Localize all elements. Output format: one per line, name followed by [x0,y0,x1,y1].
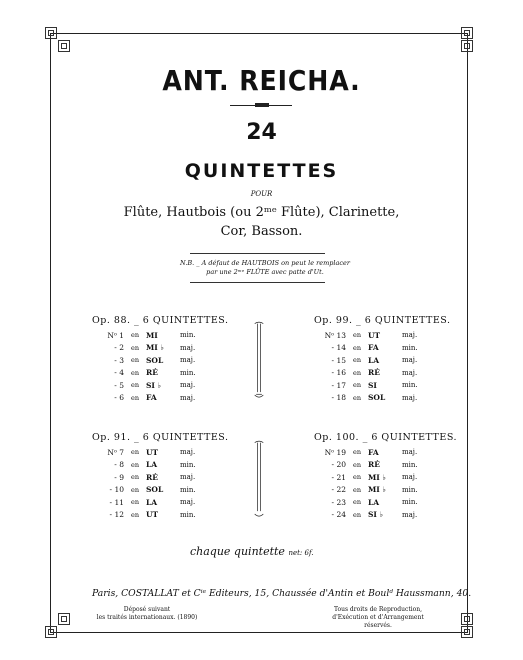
row-number: Nᵒ 13 [324,330,346,340]
list-item [314,484,464,497]
quintette-count: 24 [246,120,277,145]
row-mode: maj. [180,343,196,352]
row-en: en [130,510,140,519]
row-mode: min. [402,485,418,494]
list-item [314,354,464,367]
brace-ornament-bottom [254,424,264,534]
nb-line-1: N.B. _ A défaut de HAUTBOIS on peut le remplacer [180,259,350,267]
row-key: FA [368,447,379,457]
list-item [92,367,242,380]
row-number: - 9 [114,472,124,482]
row-mode: min. [402,381,418,390]
row-mode: maj. [180,381,196,390]
list-item [92,509,242,522]
row-en: en [130,485,140,494]
row-key: RÉ [146,368,158,378]
row-mode: maj. [402,448,418,457]
row-mode: min. [402,498,418,507]
row-en: en [130,473,140,482]
row-number: Nᵒ 1 [107,330,124,340]
list-item [92,379,242,392]
rights-reserved-note [318,606,438,630]
row-en: en [352,331,362,340]
row-key: MI ♭ [368,472,386,482]
price-label: chaque quintette [190,545,285,558]
row-key: LA [146,460,158,470]
row-key: LA [368,355,380,365]
instruments-line-1: Flûte, Hautbois (ou 2ᵐᵉ Flûte), Clarinette, [123,205,400,220]
list-item [314,392,464,405]
row-number: - 15 [331,355,346,365]
instruments-line-2: Cor, Basson. [220,224,303,239]
row-en: en [130,460,140,469]
row-mode: maj. [402,356,418,365]
row-en: en [352,485,362,494]
row-key: FA [146,393,157,403]
row-en: en [352,448,362,457]
row-en: en [130,368,140,377]
list-item [92,484,242,497]
row-mode: maj. [402,331,418,340]
list-item [314,496,464,509]
list-item [92,471,242,484]
corner-ornament-bottom-right [461,626,473,638]
list-item [314,509,464,522]
corner-ornament-bottom-left-inner [58,613,70,625]
row-mode: maj. [180,356,196,365]
opus-99-group [314,315,464,404]
row-en: en [352,368,362,377]
opus-88-group [92,315,242,404]
row-number: - 18 [331,393,346,403]
row-mode: min. [180,368,196,377]
row-key: UT [146,447,159,457]
row-number: Nᵒ 19 [324,447,346,457]
corner-ornament-bottom-left [45,626,57,638]
row-number: - 14 [331,343,346,353]
opus-header: Op. 88. _ 6 QUINTETTES. [92,315,229,326]
list-item [92,354,242,367]
row-mode: min. [180,485,196,494]
row-en: en [130,331,140,340]
row-number: - 2 [114,343,124,353]
row-number: - 11 [109,497,124,507]
row-mode: min. [180,510,196,519]
row-mode: maj. [402,473,418,482]
list-item [92,446,242,459]
row-en: en [130,343,140,352]
composer-name: ANT. REICHA. [162,64,361,97]
row-en: en [352,498,362,507]
list-item [92,392,242,405]
row-number: - 21 [331,472,346,482]
row-en: en [130,381,140,390]
list-item [92,496,242,509]
list-item [92,459,242,472]
opus-header: Op. 100. _ 6 QUINTETTES. [314,432,458,443]
row-en: en [352,510,362,519]
row-number: - 6 [114,393,124,403]
row-mode: maj. [402,393,418,402]
row-mode: min. [402,460,418,469]
list-item [314,379,464,392]
row-mode: maj. [180,473,196,482]
row-number: - 22 [331,485,346,495]
rights-line-1: Tous droits de Reproduction, [333,606,423,613]
pour-label: POUR [250,190,273,198]
list-item [314,471,464,484]
row-number: - 17 [331,380,346,390]
work-title: QUINTETTES [184,160,339,182]
row-key: RÉ [368,460,380,470]
price-net: net: 6f. [288,549,314,557]
nb-rule-top [190,253,325,254]
row-en: en [130,356,140,365]
nb-rule-bottom [190,282,325,283]
row-mode: min. [402,343,418,352]
row-number: - 5 [114,380,124,390]
row-number: - 4 [114,368,124,378]
row-key: SOL [368,393,386,403]
list-item [314,459,464,472]
row-key: FA [368,343,379,353]
row-number: - 3 [114,355,124,365]
corner-ornament-bottom-right-inner [461,613,473,625]
row-en: en [352,393,362,402]
row-en: en [352,460,362,469]
row-mode: min. [180,331,196,340]
row-en: en [130,448,140,457]
row-en: en [352,343,362,352]
legal-deposit-note [92,606,202,622]
row-key: UT [368,330,381,340]
brace-ornament-top [254,305,264,415]
row-en: en [352,356,362,365]
row-key: SI [368,380,377,390]
row-key: SI ♭ [368,510,384,520]
nb-note [120,259,410,277]
legal-deposit-line-2: les traités internationaux. (1890) [96,614,198,621]
list-item [314,342,464,355]
row-mode: maj. [402,368,418,377]
row-number: - 8 [114,460,124,470]
row-key: UT [146,510,159,520]
row-key: MI ♭ [146,343,164,353]
opus-91-group [92,432,242,521]
row-number: - 10 [109,485,124,495]
title-rule-thick [255,103,269,107]
row-mode: maj. [180,498,196,507]
row-key: RÉ [368,368,380,378]
corner-ornament-top-left-inner [58,40,70,52]
nb-line-2: par une 2ᵐᵉ FLÛTE avec patte d'Ut. [206,268,324,276]
opus-header: Op. 99. _ 6 QUINTETTES. [314,315,451,326]
corner-ornament-top-right-inner [461,40,473,52]
row-number: - 12 [109,510,124,520]
list-item [314,367,464,380]
row-number: - 20 [331,460,346,470]
row-key: LA [368,497,380,507]
list-item [314,329,464,342]
row-key: LA [146,497,158,507]
row-number: - 16 [331,368,346,378]
rights-line-2: d'Exécution et d'Arrangement réservés. [332,614,424,629]
row-en: en [130,393,140,402]
row-mode: maj. [180,393,196,402]
row-en: en [352,381,362,390]
row-key: RÉ [146,472,158,482]
row-number: - 24 [331,510,346,520]
legal-deposit-line-1: Déposé suivant [123,606,171,613]
row-number: - 23 [331,497,346,507]
corner-ornament-top-left [45,27,57,39]
list-item [92,342,242,355]
list-item [92,329,242,342]
row-key: SOL [146,485,164,495]
row-key: MI [146,330,158,340]
row-en: en [352,473,362,482]
row-key: SI ♭ [146,380,162,390]
row-mode: maj. [180,448,196,457]
row-en: en [130,498,140,507]
row-key: SOL [146,355,164,365]
list-item [314,446,464,459]
opus-100-group [314,432,464,521]
publisher-line: Paris, COSTALLAT et Cⁱᵉ Editeurs, 15, Chaussée d'Antin et Boulᵈ Haussmann, 40. [92,588,472,599]
price-line [190,545,314,558]
row-mode: min. [180,460,196,469]
row-mode: maj. [402,510,418,519]
opus-header: Op. 91. _ 6 QUINTETTES. [92,432,229,443]
corner-ornament-top-right [461,27,473,39]
row-key: MI ♭ [368,485,386,495]
row-number: Nᵒ 7 [107,447,124,457]
